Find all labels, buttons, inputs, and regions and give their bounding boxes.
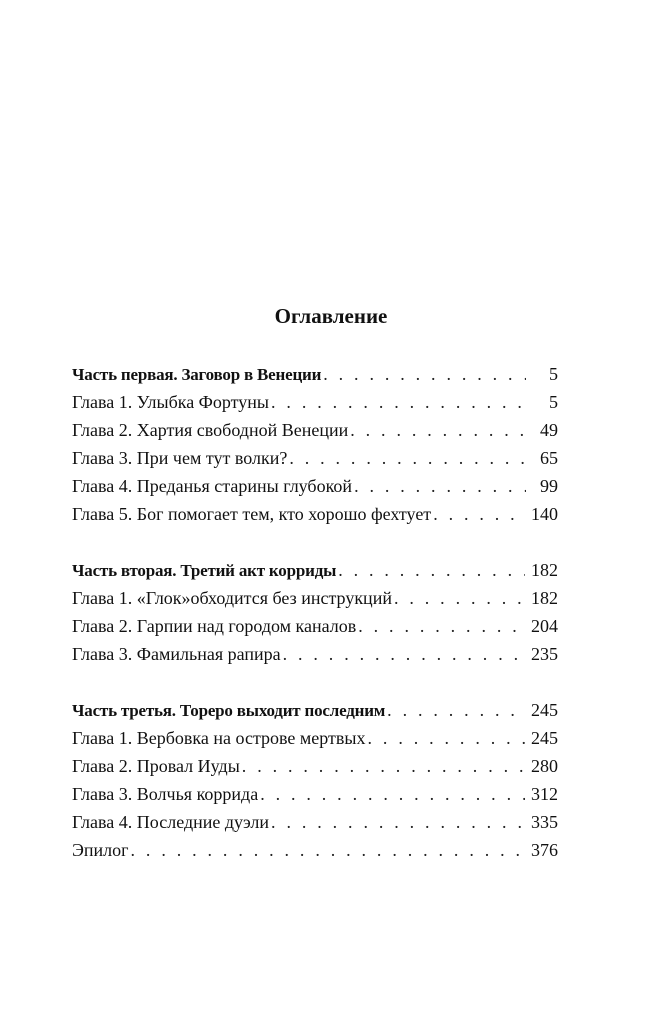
dot-leader	[394, 584, 525, 612]
toc-page-number: 49	[540, 420, 558, 440]
page-title: Оглавление	[274, 304, 388, 328]
toc-part-label: Часть первая. Заговор в Венеции	[72, 365, 322, 384]
dot-leader	[283, 640, 525, 668]
toc-entry-label: Глава 1. Улыбка Фортуны	[72, 392, 270, 412]
toc-entry-label: Глава 4. Последние дуэли	[72, 812, 270, 832]
toc-entry-label: Глава 1. «Глок»обходится без инструкций	[72, 588, 392, 608]
toc-entry-label: Глава 2. Гарпии над городом каналов	[72, 616, 357, 636]
toc-part-3	[72, 696, 558, 864]
dot-leader	[358, 612, 525, 640]
toc-entry[interactable]	[72, 472, 558, 500]
toc-entry[interactable]	[72, 640, 558, 668]
toc-page-number: 99	[540, 476, 558, 496]
toc-page-number: 312	[531, 784, 558, 804]
toc-entry[interactable]	[72, 416, 558, 444]
toc-entry[interactable]	[72, 388, 558, 416]
toc-entry-label: Глава 2. Провал Иуды	[72, 756, 240, 776]
toc-part-heading[interactable]	[72, 360, 558, 388]
toc-page-number: 376	[531, 840, 558, 860]
toc-page-number: 140	[531, 504, 558, 524]
toc-page-number: 235	[531, 644, 558, 664]
toc-part-heading[interactable]	[72, 556, 558, 584]
dot-leader	[242, 752, 525, 780]
toc-entry-label: Глава 5. Бог помогает тем, кто хорошо фехтует	[72, 504, 432, 524]
dot-leader	[354, 472, 526, 500]
toc-entry[interactable]	[72, 836, 558, 864]
toc-page-number: 204	[531, 616, 558, 636]
toc-part-1	[72, 360, 558, 528]
toc-entry-label: Глава 4. Преданья старины глубокой	[72, 476, 353, 496]
toc-entry[interactable]	[72, 808, 558, 836]
dot-leader	[387, 696, 525, 724]
dot-leader	[433, 500, 525, 528]
dot-leader	[260, 780, 525, 808]
toc-page-number: 5	[549, 392, 558, 412]
table-of-contents	[72, 360, 558, 864]
dot-leader	[350, 416, 526, 444]
toc-page-number: 245	[531, 728, 558, 748]
toc-page-number: 5	[549, 364, 558, 384]
toc-page-number: 65	[540, 448, 558, 468]
toc-entry[interactable]	[72, 612, 558, 640]
toc-page-number: 245	[531, 700, 558, 720]
toc-part-heading[interactable]	[72, 696, 558, 724]
toc-entry[interactable]	[72, 780, 558, 808]
dot-leader	[289, 444, 526, 472]
toc-entry-label: Эпилог	[72, 840, 129, 860]
toc-page-number: 182	[531, 588, 558, 608]
toc-page-number: 335	[531, 812, 558, 832]
toc-entry-label: Глава 3. При чем тут волки?	[72, 448, 288, 468]
dot-leader	[131, 836, 525, 864]
toc-entry[interactable]	[72, 500, 558, 528]
toc-entry[interactable]	[72, 444, 558, 472]
toc-entry-label: Глава 3. Волчья коррида	[72, 784, 259, 804]
toc-page-number: 182	[531, 560, 558, 580]
toc-entry[interactable]	[72, 752, 558, 780]
toc-entry-label: Глава 1. Вербовка на острове мертвых	[72, 728, 366, 748]
dot-leader	[271, 808, 525, 836]
toc-entry-label: Глава 2. Хартия свободной Венеции	[72, 420, 349, 440]
toc-page-number: 280	[531, 756, 558, 776]
dot-leader	[368, 724, 525, 752]
toc-entry-label: Глава 3. Фамильная рапира	[72, 644, 281, 664]
toc-part-label: Часть третья. Тореро выходит последним	[72, 701, 386, 720]
dot-leader	[271, 388, 526, 416]
dot-leader	[323, 360, 526, 388]
dot-leader	[338, 556, 525, 584]
toc-part-label: Часть вторая. Третий акт корриды	[72, 561, 337, 580]
toc-entry[interactable]	[72, 584, 558, 612]
toc-part-2	[72, 556, 558, 668]
toc-entry[interactable]	[72, 724, 558, 752]
